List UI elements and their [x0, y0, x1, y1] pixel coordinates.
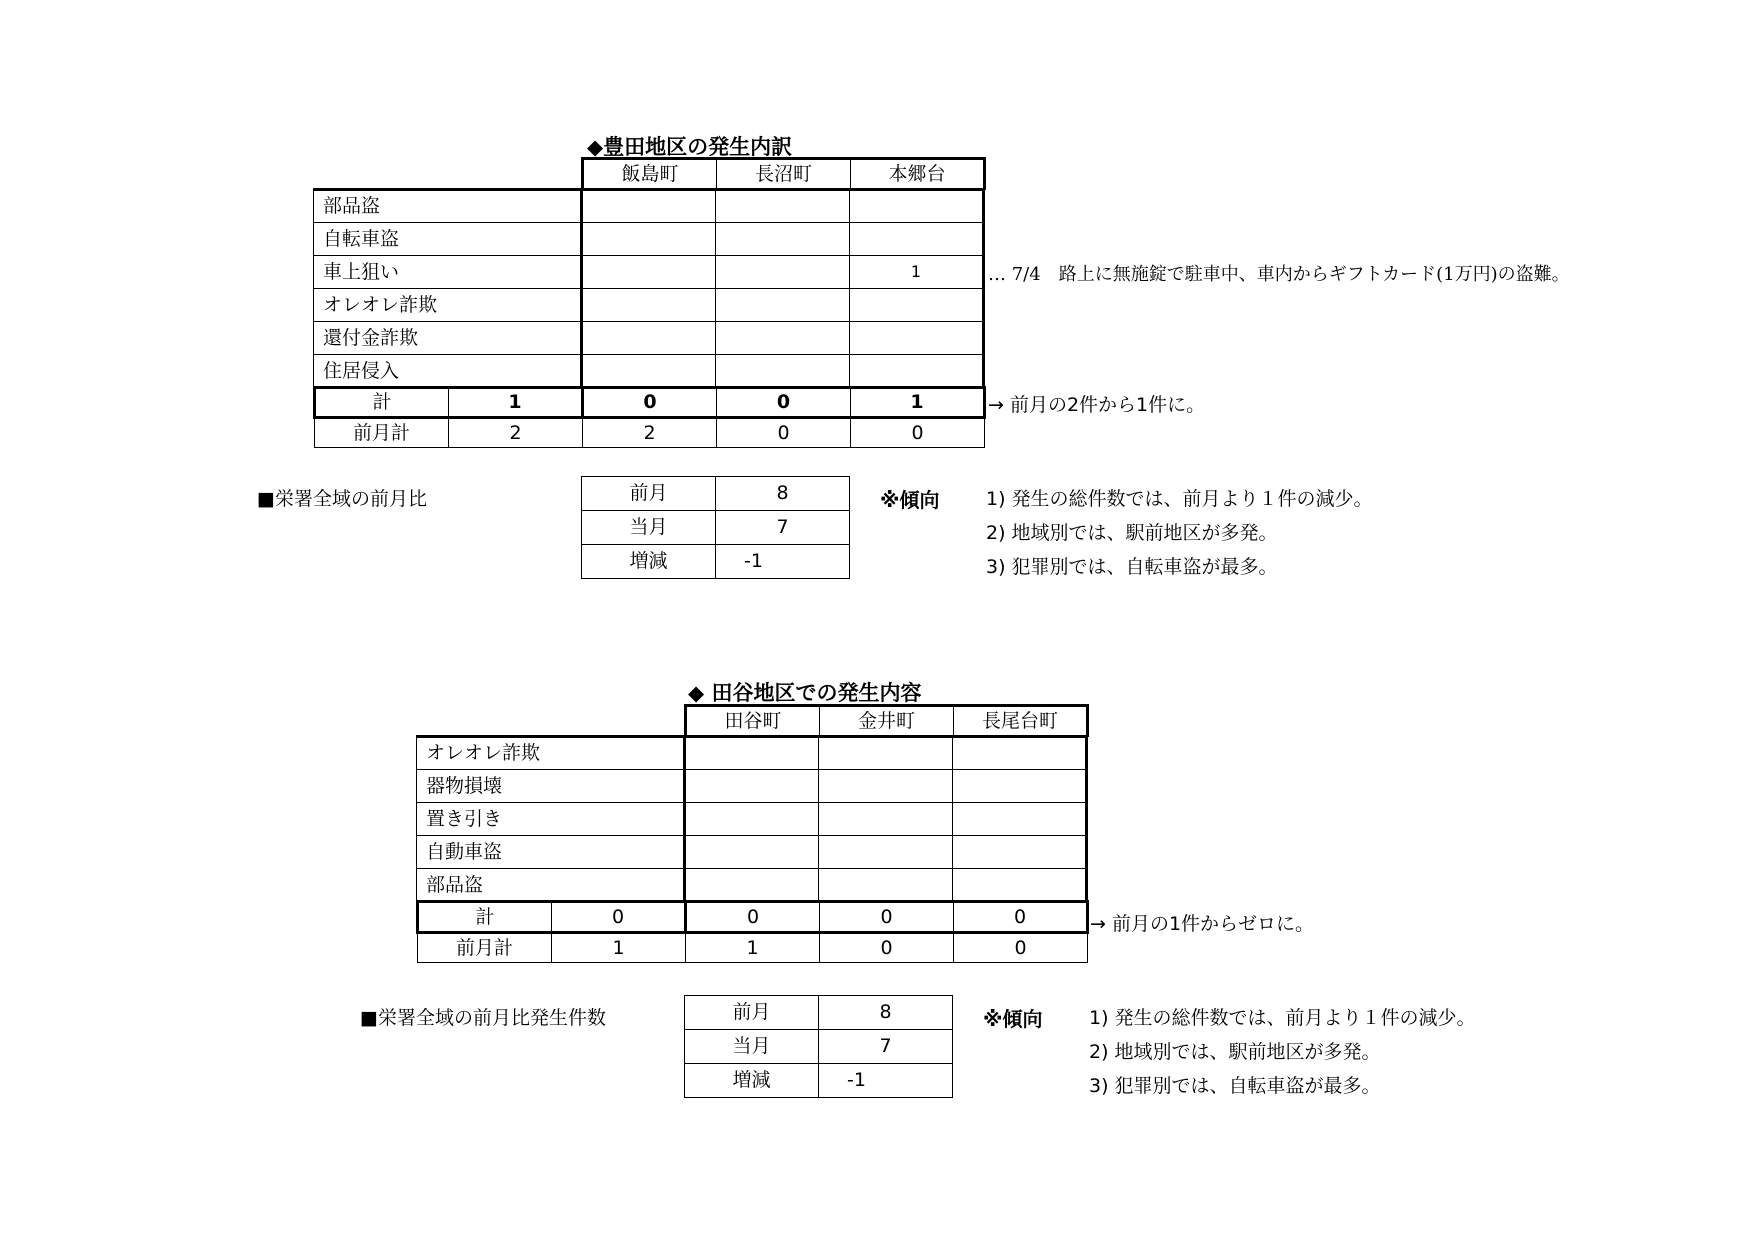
section1-title: ◆豊田地区の発生内訳	[587, 135, 793, 159]
prev-total-label: 前月計	[418, 933, 552, 963]
table-cell	[850, 223, 984, 256]
compare-label: ■栄署全域の前月比	[257, 488, 427, 510]
compare-label-cell: 前月	[685, 996, 819, 1030]
table-cell	[850, 355, 984, 388]
section1-column-header	[581, 157, 986, 190]
table-cell	[819, 803, 953, 836]
section2-total-table	[416, 900, 1089, 963]
compare-value-cell: 8	[716, 477, 850, 511]
table-row	[417, 770, 1087, 803]
trend-item: 1) 発生の総件数では、前月より１件の減少。	[1089, 1007, 1476, 1029]
trend-item: 1) 発生の総件数では、前月より１件の減少。	[986, 488, 1373, 510]
table-cell	[685, 869, 819, 902]
table-cell	[716, 190, 850, 223]
table-cell	[582, 190, 716, 223]
table-row	[314, 256, 984, 289]
compare-label-cell: 前月	[582, 477, 716, 511]
section2-column-header	[684, 704, 1089, 737]
table-row	[417, 737, 1087, 770]
total-label: 計	[315, 388, 449, 418]
total-note: → 前月の2件から1件に。	[988, 394, 1206, 416]
table-row	[582, 511, 850, 545]
row-label: 車上狙い	[314, 256, 582, 289]
column-header: 長尾台町	[954, 706, 1088, 737]
compare-label-cell: 増減	[685, 1064, 819, 1098]
table-row	[417, 803, 1087, 836]
total-sum: 1	[449, 388, 583, 418]
table-row	[314, 355, 984, 388]
prev-total-value: 1	[686, 933, 820, 963]
total-value: 0	[583, 388, 717, 418]
compare-value-cell: -1	[819, 1064, 953, 1098]
compare-label: ■栄署全域の前月比発生件数	[360, 1007, 606, 1029]
prev-total-label: 前月計	[315, 418, 449, 448]
section2-title: ◆ 田谷地区での発生内容	[688, 681, 922, 705]
table-cell: 1	[850, 256, 984, 289]
compare-value-cell: 7	[819, 1030, 953, 1064]
table-cell	[685, 803, 819, 836]
table-cell	[685, 737, 819, 770]
total-note: → 前月の1件からゼロに。	[1090, 913, 1315, 935]
compare-label-cell: 当月	[685, 1030, 819, 1064]
table-cell	[582, 289, 716, 322]
total-label: 計	[418, 902, 552, 933]
table-cell	[716, 256, 850, 289]
row-label: 部品盗	[314, 190, 582, 223]
table-cell	[716, 289, 850, 322]
table-cell	[716, 355, 850, 388]
section2-compare-table	[684, 995, 953, 1098]
prev-total-row	[315, 418, 985, 448]
table-cell	[953, 770, 1087, 803]
table-cell	[819, 869, 953, 902]
row-label: オレオレ詐欺	[314, 289, 582, 322]
trend-item: 3) 犯罪別では、自転車盗が最多。	[1089, 1075, 1381, 1097]
total-row	[418, 902, 1088, 933]
prev-total-value: 0	[717, 418, 851, 448]
table-row	[314, 289, 984, 322]
prev-total-sum: 1	[552, 933, 686, 963]
table-row	[417, 869, 1087, 902]
table-row	[314, 190, 984, 223]
table-cell	[953, 869, 1087, 902]
prev-total-value: 2	[583, 418, 717, 448]
table-cell	[953, 836, 1087, 869]
incident-note: … 7/4 路上に無施錠で駐車中、車内からギフトカード(1万円)の盗難。	[988, 264, 1570, 285]
prev-total-value: 0	[954, 933, 1088, 963]
column-header: 飯島町	[583, 159, 717, 190]
table-cell	[716, 223, 850, 256]
total-row	[315, 388, 985, 418]
section1-data-table	[313, 188, 985, 388]
table-cell	[819, 836, 953, 869]
total-value: 0	[954, 902, 1088, 933]
prev-total-sum: 2	[449, 418, 583, 448]
table-cell	[953, 803, 1087, 836]
table-row	[582, 477, 850, 511]
trend-title: ※傾向	[880, 488, 940, 512]
total-value: 1	[851, 388, 985, 418]
prev-total-row	[418, 933, 1088, 963]
table-row	[314, 223, 984, 256]
compare-label-cell: 増減	[582, 545, 716, 579]
compare-label-cell: 当月	[582, 511, 716, 545]
prev-total-value: 0	[851, 418, 985, 448]
row-label: 器物損壊	[417, 770, 685, 803]
row-label: 部品盗	[417, 869, 685, 902]
table-cell	[582, 256, 716, 289]
table-cell	[850, 289, 984, 322]
table-cell	[819, 737, 953, 770]
row-label: 自動車盗	[417, 836, 685, 869]
column-header: 長沼町	[717, 159, 851, 190]
compare-value-cell: 8	[819, 996, 953, 1030]
trend-item: 3) 犯罪別では、自転車盗が最多。	[986, 556, 1278, 578]
table-cell	[582, 223, 716, 256]
total-value: 0	[686, 902, 820, 933]
section1-compare-table	[581, 476, 850, 579]
table-cell	[582, 322, 716, 355]
trend-item: 2) 地域別では、駅前地区が多発。	[1089, 1041, 1381, 1063]
table-cell	[582, 355, 716, 388]
column-header: 本郷台	[851, 159, 985, 190]
trend-title: ※傾向	[983, 1007, 1043, 1031]
row-label: 還付金詐欺	[314, 322, 582, 355]
table-row	[685, 1030, 953, 1064]
table-cell	[850, 322, 984, 355]
row-label: 置き引き	[417, 803, 685, 836]
total-value: 0	[820, 902, 954, 933]
section1-total-table	[313, 386, 986, 448]
table-cell	[819, 770, 953, 803]
table-cell	[685, 836, 819, 869]
table-cell	[685, 770, 819, 803]
row-label: 自転車盗	[314, 223, 582, 256]
compare-value-cell: -1	[716, 545, 850, 579]
table-row	[582, 545, 850, 579]
trend-item: 2) 地域別では、駅前地区が多発。	[986, 522, 1278, 544]
column-header: 田谷町	[686, 706, 820, 737]
table-cell	[850, 190, 984, 223]
section2-data-table	[416, 735, 1088, 902]
row-label: 住居侵入	[314, 355, 582, 388]
table-row	[417, 836, 1087, 869]
total-value: 0	[717, 388, 851, 418]
column-header: 金井町	[820, 706, 954, 737]
table-cell	[716, 322, 850, 355]
table-row	[685, 996, 953, 1030]
table-row	[685, 1064, 953, 1098]
compare-value-cell: 7	[716, 511, 850, 545]
table-cell	[953, 737, 1087, 770]
row-label: オレオレ詐欺	[417, 737, 685, 770]
prev-total-value: 0	[820, 933, 954, 963]
table-row	[314, 322, 984, 355]
total-sum: 0	[552, 902, 686, 933]
